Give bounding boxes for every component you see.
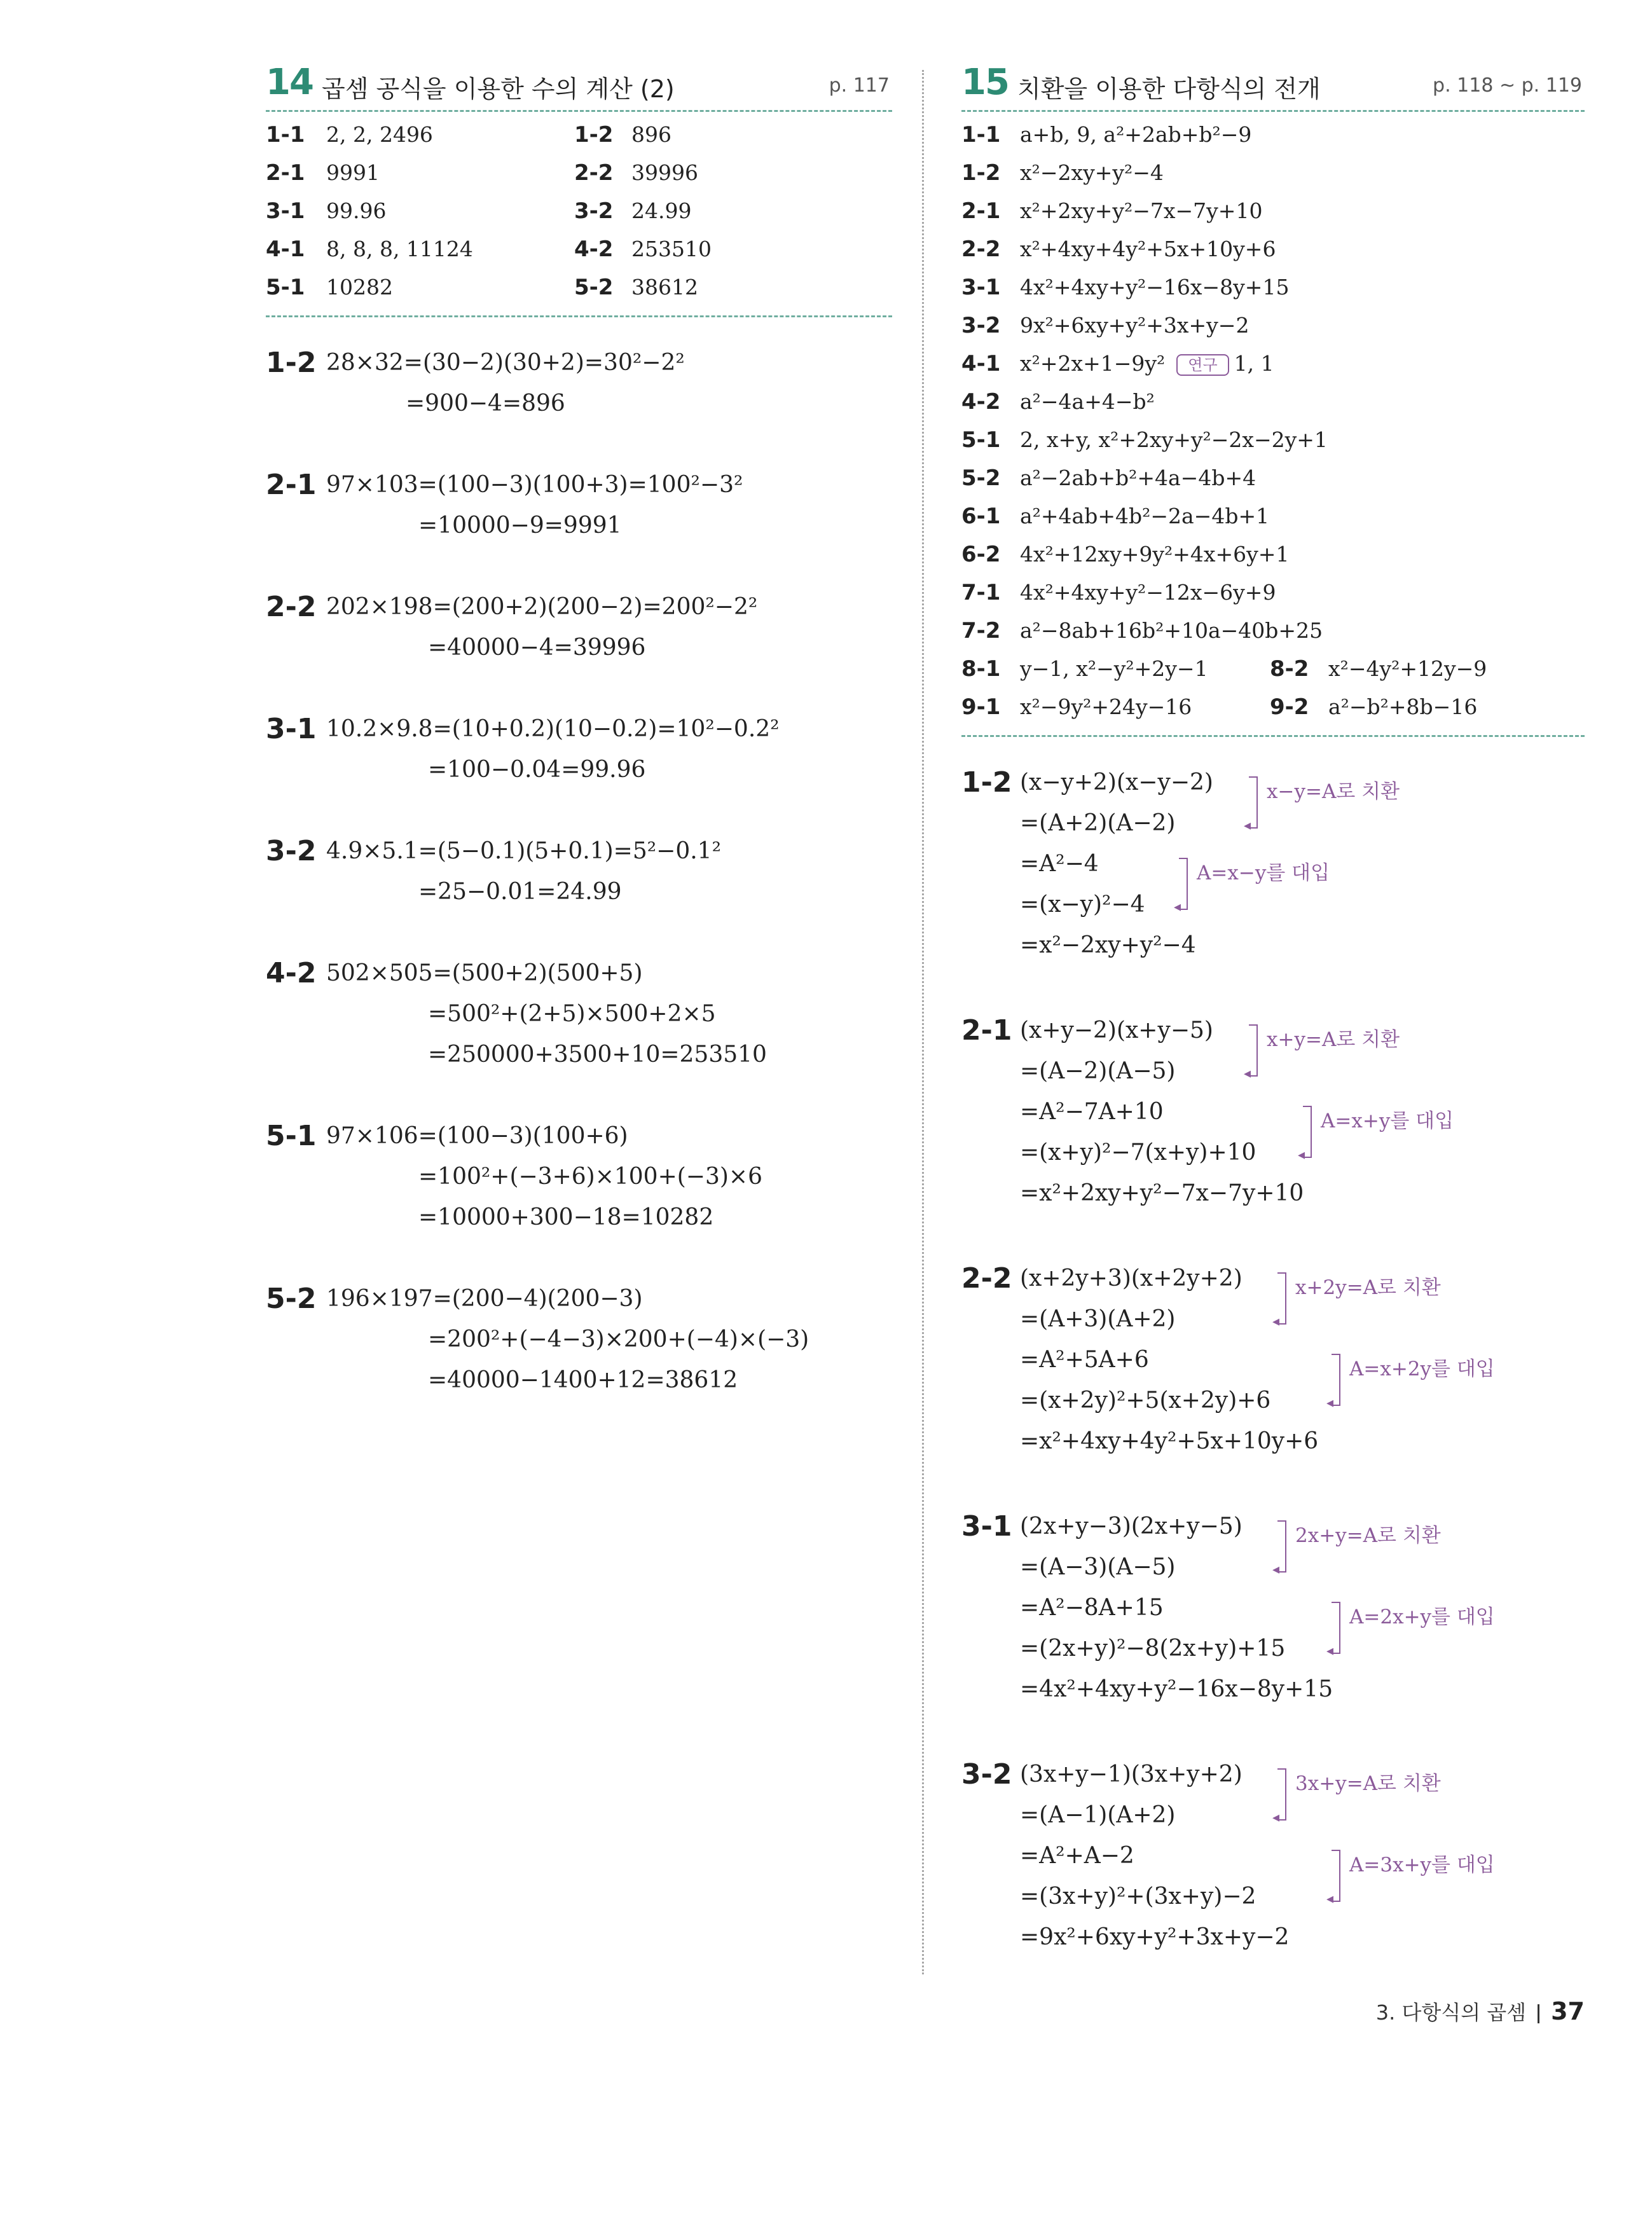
answer-item xyxy=(961,383,1155,421)
substitution-note: x−y=A로 치환 xyxy=(1267,780,1400,803)
answer-item xyxy=(961,421,1328,459)
solution-line: 97×106=(100−3)(100+6) xyxy=(326,1123,628,1149)
answer-row xyxy=(961,497,1585,535)
answer-label: 6-1 xyxy=(961,504,1001,529)
section-header-14 xyxy=(266,60,892,112)
answer-item xyxy=(266,230,473,268)
solution-line: 502×505=(500+2)(500+5) xyxy=(326,960,643,986)
solution-line: =(A+3)(A+2) xyxy=(1020,1306,1176,1332)
answer-value: a²−8ab+16b²+10a−40b+25 xyxy=(1020,618,1323,643)
solution-label: 4-2 xyxy=(266,957,317,989)
answer-item xyxy=(961,268,1289,306)
answer-value: 253510 xyxy=(631,237,712,261)
solution-line: =(A−2)(A−5) xyxy=(1020,1058,1176,1084)
solution-line: =A²−8A+15 xyxy=(1020,1595,1164,1621)
answer-value: 4x²+4xy+y²−16x−8y+15 xyxy=(1020,275,1290,299)
answer-value: 4x²+4xy+y²−12x−6y+9 xyxy=(1020,580,1276,605)
solution-line: 10.2×9.8=(10+0.2)(10−0.2)=10²−0.2² xyxy=(326,716,780,742)
answer-item xyxy=(266,116,433,154)
solution-1-2 xyxy=(961,762,1585,966)
answer-item xyxy=(961,497,1269,535)
solution-label: 5-1 xyxy=(266,1120,317,1152)
section-title: 치환을 이용한 다항식의 전개 xyxy=(1017,75,1321,103)
answer-value: 8, 8, 8, 11124 xyxy=(326,237,473,261)
answer-item xyxy=(574,154,698,192)
answer-item xyxy=(961,688,1192,726)
substitution-note: 3x+y=A로 치환 xyxy=(1295,1772,1441,1795)
solution-label: 3-1 xyxy=(961,1510,1012,1543)
answer-value: 99.96 xyxy=(326,198,387,223)
answer-item xyxy=(961,154,1164,192)
solution-5-1 xyxy=(266,1116,892,1238)
answer-row xyxy=(961,421,1585,459)
answer-item xyxy=(266,154,380,192)
solution-line: =(x−y)²−4 xyxy=(1020,891,1145,918)
solution-line: =900−4=896 xyxy=(406,390,565,416)
answer-item xyxy=(266,268,393,306)
answer-row xyxy=(961,230,1585,268)
answer-extra: 1, 1 xyxy=(1234,351,1274,376)
solution-label: 1-2 xyxy=(961,766,1012,799)
solution-line: =4x²+4xy+y²−16x−8y+15 xyxy=(1020,1676,1333,1702)
solution-line: =250000+3500+10=253510 xyxy=(428,1042,767,1068)
solution-label: 3-2 xyxy=(961,1758,1012,1791)
solution-5-2 xyxy=(266,1279,892,1401)
answer-list xyxy=(961,112,1585,737)
substitution-note: A=x+y를 대입 xyxy=(1321,1110,1454,1132)
answer-item xyxy=(961,650,1208,688)
answer-label: 1-2 xyxy=(961,160,1001,186)
answer-list xyxy=(266,112,892,317)
arrow-left-icon: ◂ xyxy=(1272,1314,1280,1330)
right-column xyxy=(961,60,1585,1958)
answer-label: 7-1 xyxy=(961,580,1001,605)
answer-label: 5-1 xyxy=(961,427,1001,453)
answer-row xyxy=(961,574,1585,612)
answer-item xyxy=(961,612,1323,650)
solution-line: =100²+(−3+6)×100+(−3)×6 xyxy=(418,1164,762,1190)
answer-value: x²+2x+1−9y² xyxy=(1020,351,1166,376)
answer-label: 3-2 xyxy=(574,198,614,224)
answer-row xyxy=(961,383,1585,421)
answer-label: 3-1 xyxy=(266,198,305,224)
answer-row xyxy=(961,612,1585,650)
answer-row xyxy=(961,116,1585,154)
answer-label: 1-2 xyxy=(574,122,614,148)
answer-value: 2, 2, 2496 xyxy=(326,122,433,147)
answer-row xyxy=(961,345,1585,383)
answer-label: 8-1 xyxy=(961,656,1001,682)
answer-row xyxy=(961,268,1585,306)
answer-label: 9-1 xyxy=(961,694,1001,720)
answer-label: 4-1 xyxy=(266,237,305,262)
solution-label: 1-2 xyxy=(266,347,317,379)
answer-item xyxy=(961,535,1289,574)
footer-separator xyxy=(1538,2004,1539,2023)
solution-line: =10000−9=9991 xyxy=(418,513,622,539)
chapter-title: 3. 다항식의 곱셈 xyxy=(1375,2000,1527,2025)
arrow-left-icon: ◂ xyxy=(1272,1562,1280,1578)
arrow-left-icon: ◂ xyxy=(1272,1810,1280,1826)
answer-row xyxy=(266,154,892,192)
solution-line: =x²+2xy+y²−7x−7y+10 xyxy=(1020,1180,1304,1206)
substitution-note: A=2x+y를 대입 xyxy=(1349,1606,1495,1628)
answer-label: 2-1 xyxy=(266,160,305,186)
answer-label: 1-1 xyxy=(266,122,305,148)
arrow-left-icon: ◂ xyxy=(1326,1395,1334,1411)
substitution-note: x+y=A로 치환 xyxy=(1267,1028,1400,1051)
answer-label: 8-2 xyxy=(1270,656,1309,682)
answer-item xyxy=(961,230,1276,268)
answer-row xyxy=(961,459,1585,497)
solution-4-2 xyxy=(266,953,892,1075)
solution-line: (x+y−2)(x+y−5) xyxy=(1020,1017,1213,1043)
solution-label: 2-2 xyxy=(266,591,317,623)
answer-item xyxy=(961,459,1256,497)
solution-label: 3-2 xyxy=(266,835,317,867)
answer-label: 7-2 xyxy=(961,618,1001,644)
page-footer xyxy=(1376,1997,1585,2026)
answer-value: x²−9y²+24y−16 xyxy=(1020,694,1192,719)
solution-3-2 xyxy=(266,831,892,912)
answer-value: x²−2xy+y²−4 xyxy=(1020,160,1164,185)
solution-line: 28×32=(30−2)(30+2)=30²−2² xyxy=(326,350,685,376)
answer-label: 2-2 xyxy=(574,160,614,186)
solution-line: (3x+y−1)(3x+y+2) xyxy=(1020,1761,1242,1787)
answer-value: a²+4ab+4b²−2a−4b+1 xyxy=(1020,504,1270,528)
solution-line: =100−0.04=99.96 xyxy=(428,757,646,783)
answer-item xyxy=(574,116,671,154)
section-number: 15 xyxy=(961,62,1008,103)
arrow-left-icon: ◂ xyxy=(1244,1066,1251,1082)
solution-line: =(A−1)(A+2) xyxy=(1020,1802,1176,1828)
arrow-left-icon: ◂ xyxy=(1326,1891,1334,1907)
answer-value: a²−b²+8b−16 xyxy=(1328,694,1478,719)
answer-item xyxy=(961,345,1274,383)
answer-row xyxy=(961,535,1585,574)
solution-1-2 xyxy=(266,343,892,424)
solution-line: (x−y+2)(x−y−2) xyxy=(1020,769,1213,795)
section-header-15 xyxy=(961,60,1585,112)
solution-line: =200²+(−4−3)×200+(−4)×(−3) xyxy=(428,1326,809,1352)
answer-row xyxy=(961,306,1585,345)
solution-line: =(2x+y)²−8(2x+y)+15 xyxy=(1020,1635,1286,1662)
study-badge: 연구 xyxy=(1176,354,1229,376)
answer-item xyxy=(961,116,1251,154)
solution-line: =10000+300−18=10282 xyxy=(418,1204,714,1230)
solution-line: =A²+5A+6 xyxy=(1020,1347,1149,1373)
answer-row xyxy=(961,650,1585,688)
solution-3-1 xyxy=(961,1506,1585,1710)
substitution-note: A=x−y를 대입 xyxy=(1197,862,1330,884)
solution-label: 2-2 xyxy=(961,1262,1012,1295)
answer-value: x²−4y²+12y−9 xyxy=(1328,656,1487,681)
solution-2-2 xyxy=(961,1258,1585,1462)
answer-label: 5-2 xyxy=(961,465,1001,491)
left-column xyxy=(266,60,892,1401)
solution-list xyxy=(961,762,1585,1958)
answer-value: x²+2xy+y²−7x−7y+10 xyxy=(1020,198,1263,223)
solution-2-1 xyxy=(961,1010,1585,1214)
answer-label: 2-1 xyxy=(961,198,1001,224)
solution-list xyxy=(266,343,892,1401)
answer-value: y−1, x²−y²+2y−1 xyxy=(1020,656,1208,681)
solution-line: =(A+2)(A−2) xyxy=(1020,810,1176,836)
answer-label: 3-2 xyxy=(961,313,1001,338)
answer-item xyxy=(574,230,712,268)
answer-item xyxy=(266,192,386,230)
answer-value: a²−4a+4−b² xyxy=(1020,389,1155,414)
arrow-left-icon: ◂ xyxy=(1298,1147,1305,1163)
substitution-note: A=3x+y를 대입 xyxy=(1349,1854,1495,1876)
answer-item xyxy=(1270,688,1477,726)
answer-row xyxy=(266,268,892,306)
solution-line: =x²−2xy+y²−4 xyxy=(1020,932,1196,958)
answer-value: 896 xyxy=(631,122,671,147)
answer-label: 2-2 xyxy=(961,237,1001,262)
answer-value: 39996 xyxy=(631,160,698,185)
solution-line: =A²−7A+10 xyxy=(1020,1099,1164,1125)
solution-line: =(x+2y)²+5(x+2y)+6 xyxy=(1020,1387,1271,1414)
solution-2-2 xyxy=(266,587,892,668)
answer-item xyxy=(961,574,1276,612)
column-divider xyxy=(922,70,924,1974)
solution-line: =(3x+y)²+(3x+y)−2 xyxy=(1020,1883,1256,1910)
answer-value: 2, x+y, x²+2xy+y²−2x−2y+1 xyxy=(1020,427,1328,452)
answer-label: 6-2 xyxy=(961,542,1001,567)
answer-label: 4-1 xyxy=(961,351,1001,376)
answer-item xyxy=(961,192,1262,230)
solution-2-1 xyxy=(266,465,892,546)
section-page-ref: p. 117 xyxy=(829,74,890,97)
solution-line: =25−0.01=24.99 xyxy=(418,879,622,905)
answer-item xyxy=(961,306,1249,345)
answer-value: 38612 xyxy=(631,275,698,299)
answer-label: 1-1 xyxy=(961,122,1001,148)
answer-value: 4x²+12xy+9y²+4x+6y+1 xyxy=(1020,542,1290,567)
solution-line: =9x²+6xy+y²+3x+y−2 xyxy=(1020,1924,1290,1950)
solution-line: 202×198=(200+2)(200−2)=200²−2² xyxy=(326,594,758,620)
answer-row xyxy=(266,192,892,230)
solution-3-1 xyxy=(266,709,892,790)
answer-value: a²−2ab+b²+4a−4b+4 xyxy=(1020,465,1256,490)
answer-row xyxy=(961,688,1585,726)
solution-line: (x+2y+3)(x+2y+2) xyxy=(1020,1265,1242,1291)
answer-row xyxy=(961,192,1585,230)
answer-label: 9-2 xyxy=(1270,694,1309,720)
answer-label: 5-2 xyxy=(574,275,614,300)
answer-label: 4-2 xyxy=(961,389,1001,415)
answer-value: x²+4xy+4y²+5x+10y+6 xyxy=(1020,237,1276,261)
arrow-left-icon: ◂ xyxy=(1174,899,1181,915)
answer-item xyxy=(574,268,698,306)
arrow-left-icon: ◂ xyxy=(1244,818,1251,834)
solution-label: 2-1 xyxy=(266,469,317,501)
answer-value: 10282 xyxy=(326,275,393,299)
substitution-note: A=x+2y를 대입 xyxy=(1349,1358,1495,1380)
answer-label: 4-2 xyxy=(574,237,614,262)
answer-value: 9991 xyxy=(326,160,380,185)
answer-row xyxy=(266,230,892,268)
solution-line: 196×197=(200−4)(200−3) xyxy=(326,1286,643,1312)
answer-item xyxy=(1270,650,1487,688)
arrow-left-icon: ◂ xyxy=(1326,1643,1334,1659)
solution-line: (2x+y−3)(2x+y−5) xyxy=(1020,1513,1242,1539)
substitution-note: x+2y=A로 치환 xyxy=(1295,1276,1441,1299)
solution-line: =40000−1400+12=38612 xyxy=(428,1367,738,1393)
page-number: 37 xyxy=(1551,1997,1585,2025)
answer-label: 3-1 xyxy=(961,275,1001,300)
substitution-note: 2x+y=A로 치환 xyxy=(1295,1524,1441,1547)
solution-label: 5-2 xyxy=(266,1283,317,1315)
solution-label: 2-1 xyxy=(961,1014,1012,1047)
section-number: 14 xyxy=(266,62,313,103)
answer-row xyxy=(961,154,1585,192)
solution-line: =(A−3)(A−5) xyxy=(1020,1554,1176,1580)
answer-label: 5-1 xyxy=(266,275,305,300)
section-title: 곱셈 공식을 이용한 수의 계산 (2) xyxy=(322,75,675,103)
answer-value: 9x²+6xy+y²+3x+y−2 xyxy=(1020,313,1249,338)
answer-item xyxy=(574,192,691,230)
solution-line: 97×103=(100−3)(100+3)=100²−3² xyxy=(326,472,743,498)
solution-line: =500²+(2+5)×500+2×5 xyxy=(428,1001,716,1027)
answer-value: 24.99 xyxy=(631,198,692,223)
answer-row xyxy=(266,116,892,154)
solution-line: =x²+4xy+4y²+5x+10y+6 xyxy=(1020,1428,1319,1454)
solution-line: =40000−4=39996 xyxy=(428,635,646,661)
solution-3-2 xyxy=(961,1754,1585,1958)
section-page-ref: p. 118 ~ p. 119 xyxy=(1433,74,1582,97)
solution-line: =(x+y)²−7(x+y)+10 xyxy=(1020,1139,1256,1166)
solution-line: =A²−4 xyxy=(1020,851,1099,877)
solution-line: =A²+A−2 xyxy=(1020,1843,1134,1869)
solution-label: 3-1 xyxy=(266,713,317,745)
answer-value: a+b, 9, a²+2ab+b²−9 xyxy=(1020,122,1252,147)
solution-line: 4.9×5.1=(5−0.1)(5+0.1)=5²−0.1² xyxy=(326,838,721,864)
